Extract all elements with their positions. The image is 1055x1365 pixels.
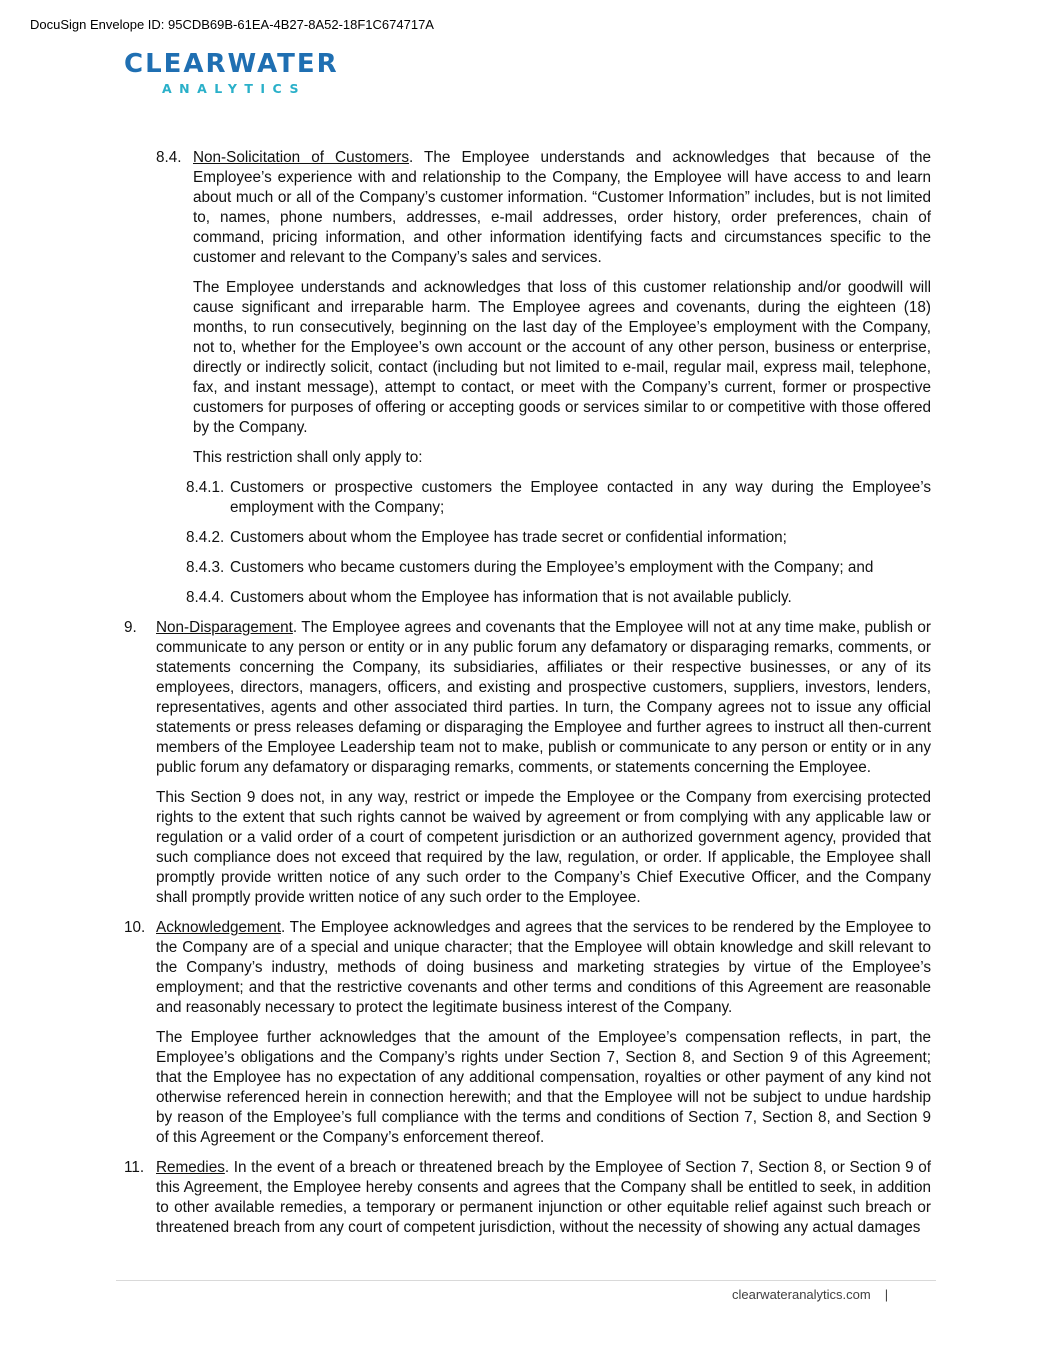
item-text: Customers about whom the Employee has information that is not available publicly. bbox=[230, 589, 792, 606]
item-number: 8.4.3. bbox=[186, 559, 225, 576]
paragraph-text: The Employee further acknowledges that the amount of the Employee’s compensation reflects, in part, the Employee’s obligations and the Company’s rights under Section 7, Section 8, and Section 9 of this Agreement; that the Employee has no expectation of any additional compensation, royalties or other payment of any kind not otherwise referenced herein in connection herewith; and that the Employee will not be subject to undue hardship by reason of the Employee’s full compliance with the terms and conditions of Section 7, Section 8, and Section 9 of this Agreement or the Company’s enforcement thereof. bbox=[156, 1029, 931, 1146]
section-10 bbox=[0, 918, 1055, 1018]
document-body bbox=[0, 148, 1055, 1248]
section-heading: Remedies bbox=[156, 1159, 225, 1176]
docusign-envelope-id: DocuSign Envelope ID: 95CDB69B-61EA-4B27-8A52-18F1C674717A bbox=[30, 17, 434, 32]
section-heading: Non-Disparagement bbox=[156, 619, 293, 636]
item-number: 8.4.2. bbox=[186, 529, 225, 546]
section-body: . In the event of a breach or threatened breach by the Employee of Section 7, Section 8, or Section 9 of this Agreement, the Employee hereby consents and agrees that the Company shall be entitled to seek, in addition to other available remedies, a temporary or permanent injunction or other equitable relief against such breach or threatened breach from any court of competent jurisdiction, without the necessity of showing any actual damages bbox=[156, 1159, 931, 1236]
list-item-8-4-1 bbox=[0, 478, 1055, 518]
item-text: Customers about whom the Employee has trade secret or confidential information; bbox=[230, 529, 787, 546]
footer-separator: | bbox=[884, 1287, 889, 1302]
section-body: . The Employee understands and acknowledges that because of the Employee’s experience with and relationship to the Company, the Employee will have access to and learn about much or all of the Company’s customer information. “Customer Information” includes, but is not limited to, names, phone numbers, addresses, e-mail addresses, order history, order preferences, chain of command, pricing information, and other information identifying facts and circumstances specific to the customer and relevant to the Company’s sales and services. bbox=[193, 149, 931, 266]
section-number: 8.4. bbox=[156, 149, 182, 166]
section-text bbox=[156, 1158, 931, 1238]
section-8-4-paragraph-3 bbox=[0, 448, 1055, 468]
section-number: 11. bbox=[124, 1159, 145, 1176]
section-9 bbox=[0, 618, 1055, 778]
section-body: . The Employee acknowledges and agrees that the services to be rendered by the Employee to the Company are of a special and unique character; that the Employee will obtain knowledge and skill relevant to the Company’s industry, methods of doing business and marketing strategies by virtue of the Employee’s employment; and that the restrictive covenants and other terms and conditions of this Agreement are reasonable and reasonably necessary to protect the legitimate business interest of the Company. bbox=[156, 919, 931, 1016]
list-item-8-4-3 bbox=[0, 558, 1055, 578]
section-8-4-paragraph-2 bbox=[0, 278, 1055, 438]
item-text: Customers who became customers during the Employee’s employment with the Company; and bbox=[230, 559, 874, 576]
list-item-8-4-2 bbox=[0, 528, 1055, 548]
section-text bbox=[193, 148, 931, 268]
section-body: . The Employee agrees and covenants that the Employee will not at any time make, publish or communicate to any person or entity or in any public forum any defamatory or disparaging remarks, comments, or statements concerning the Company, its subsidiaries, affiliates or their respective businesses, or any of its employees, directors, managers, officers, and existing and prospective customers, suppliers, investors, lenders, representatives, agents and other associated third parties. In turn, the Company agrees not to issue any official statements or press releases defaming or disparaging the Employee and further agrees to instruct all then-current members of the Employee Leadership team not to make, publish or communicate to any person or entity or in any public forum any defamatory or disparaging remarks, comments, or statements concerning the Employee. bbox=[156, 619, 931, 776]
paragraph-text: The Employee understands and acknowledges that loss of this customer relationship and/or goodwill will cause significant and irreparable harm. The Employee agrees and covenants, during the eighteen (18) months, to run consecutively, beginning on the last day of the Employee’s employment with the Company, not to, whether for the Employee’s own account or the account of any other person, business or enterprise, directly or indirectly solicit, contact (including but not limited to e-mail, regular mail, express mail, telephone, fax, and instant message), attempt to contact, or meet with the Company’s current, former or prospective customers for purposes of offering or accepting goods or services similar to or competitive with those offered by the Company. bbox=[193, 279, 931, 436]
page-footer bbox=[732, 1287, 888, 1302]
section-11 bbox=[0, 1158, 1055, 1238]
section-10-paragraph-2 bbox=[0, 1028, 1055, 1148]
item-number: 8.4.4. bbox=[186, 589, 225, 606]
section-text bbox=[156, 618, 931, 778]
logo-wordmark: CLEARWATER bbox=[124, 49, 339, 79]
footer-divider bbox=[116, 1280, 936, 1281]
paragraph-text: This Section 9 does not, in any way, restrict or impede the Employee or the Company from exercising protected rights to the extent that such rights cannot be waived by agreement or from complying with any applicable law or regulation or a valid order of a court of competent jurisdiction or an authorized government agency, provided that such compliance does not exceed that required by the law, regulation, or order. If applicable, the Employee shall promptly provide written notice of any such order to the Company’s Chief Executive Officer, and the Company shall promptly provide written notice of any such order to the Employee. bbox=[156, 789, 931, 906]
section-heading: Non-Solicitation of Customers bbox=[193, 149, 409, 166]
item-number: 8.4.1. bbox=[186, 479, 225, 496]
paragraph-text: This restriction shall only apply to: bbox=[193, 449, 423, 466]
item-text: Customers or prospective customers the Employee contacted in any way during the Employee’s employment with the Company; bbox=[230, 479, 931, 516]
section-number: 10. bbox=[124, 919, 146, 936]
list-item-8-4-4 bbox=[0, 588, 1055, 608]
section-heading: Acknowledgement bbox=[156, 919, 281, 936]
section-9-paragraph-2 bbox=[0, 788, 1055, 908]
section-number: 9. bbox=[124, 619, 137, 636]
footer-website: clearwateranalytics.com bbox=[732, 1287, 871, 1302]
section-8-4 bbox=[0, 148, 1055, 268]
logo-subtitle: ANALYTICS bbox=[162, 81, 306, 96]
section-text bbox=[156, 918, 931, 1018]
company-logo bbox=[124, 50, 339, 96]
